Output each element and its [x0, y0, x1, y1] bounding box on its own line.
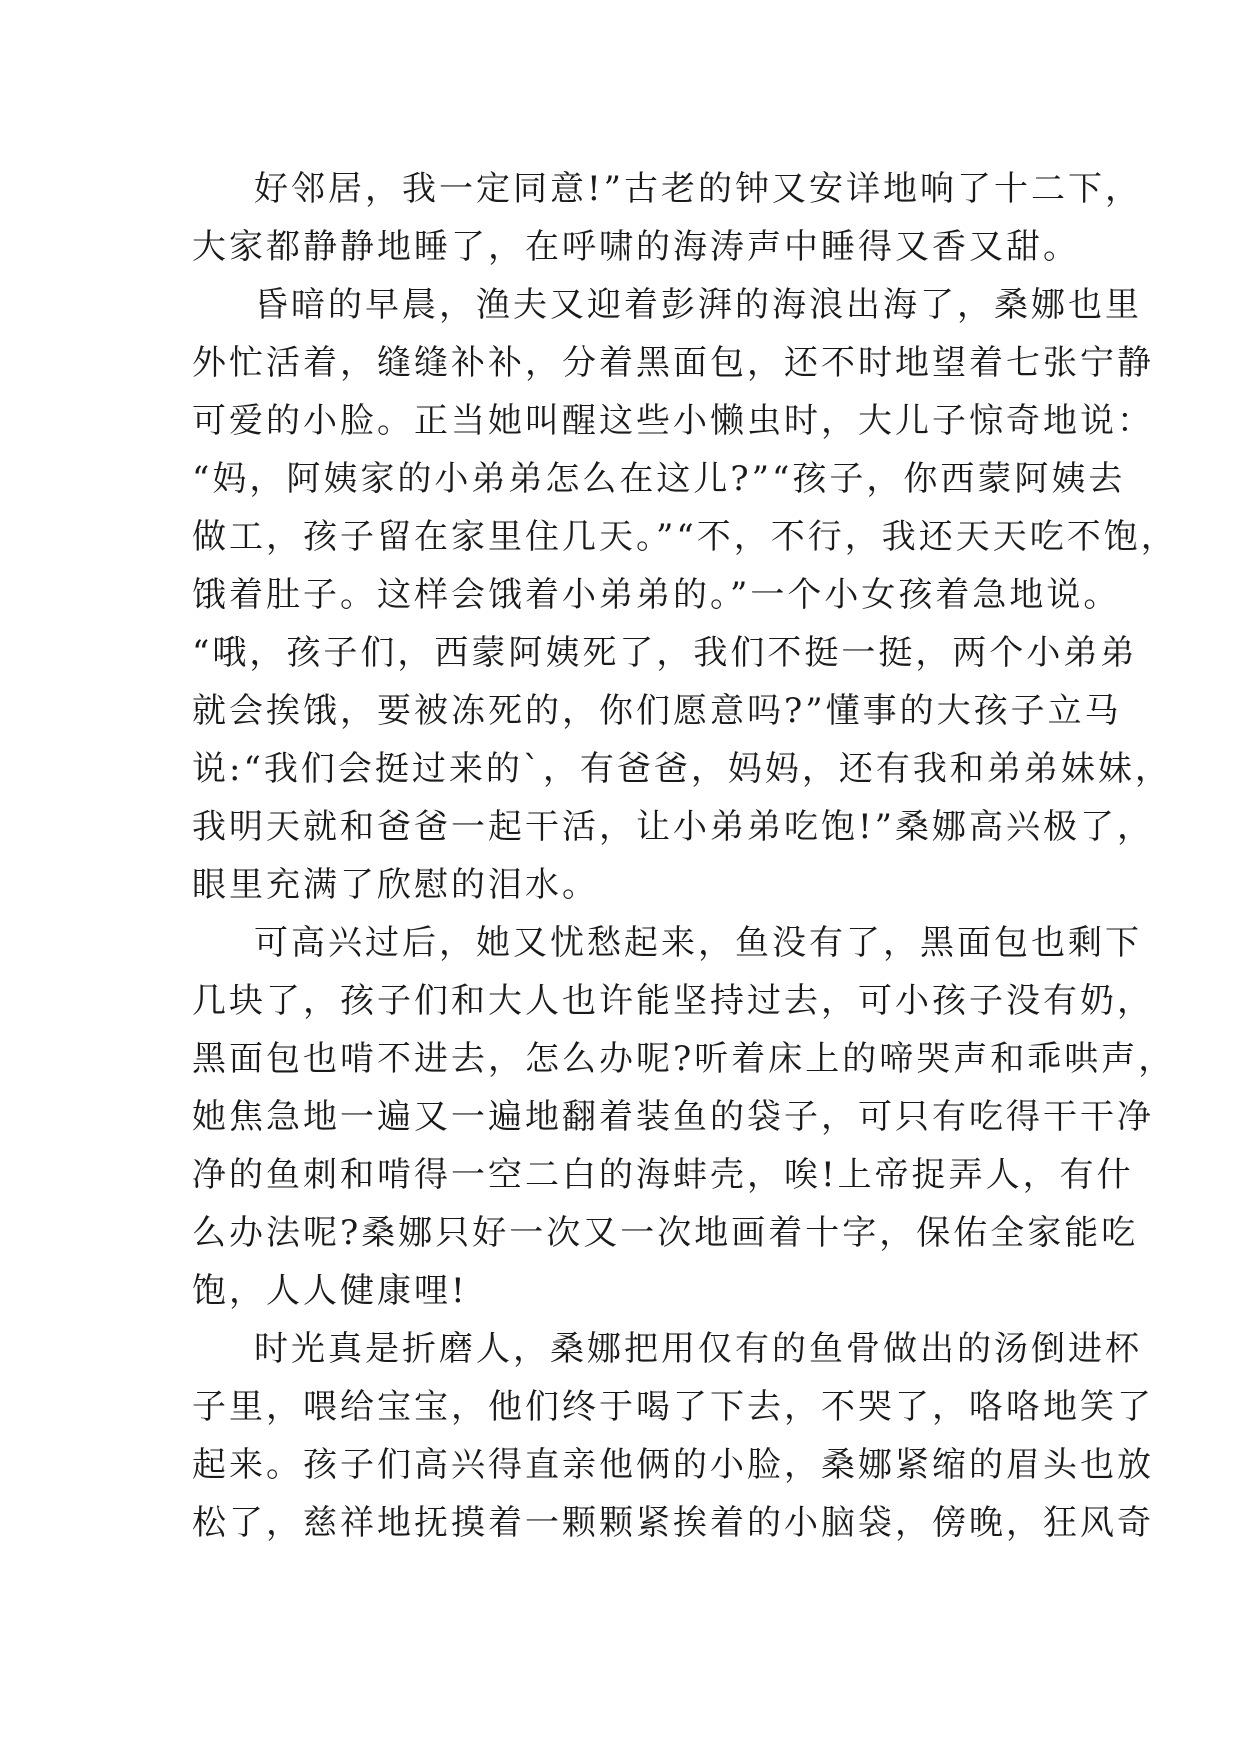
- text-line: 子里，喂给宝宝，他们终于喝了下去，不哭了，咯咯地笑了: [192, 1387, 1154, 1427]
- text-line: 么办法呢?桑娜只好一次又一次地画着十字，保佑全家能吃: [192, 1213, 1139, 1253]
- text-line: “哦，孩子们，西蒙阿姨死了，我们不挺一挺，两个小弟弟: [192, 633, 1138, 673]
- text-line: 就会挨饿，要被冻死的，你们愿意吗?”懂事的大孩子立马: [192, 691, 1122, 731]
- paragraph-4: [192, 1320, 1154, 1552]
- body-text: [192, 160, 1178, 1552]
- text-line: 净的鱼刺和啃得一空二白的海蚌壳，唉!上帝捉弄人，有什: [192, 1155, 1134, 1195]
- text-line: 我明天就和爸爸一起干活，让小弟弟吃饱!”桑娜高兴极了，: [192, 807, 1155, 847]
- paragraph-3: [192, 914, 1176, 1320]
- text-line: 饱，人人健康哩!: [192, 1271, 468, 1311]
- paragraph-2: [192, 276, 1178, 914]
- paragraph-1: [192, 160, 1143, 276]
- text-line: 黑面包也啃不进去，怎么办呢?听着床上的啼哭声和乖哄声，: [192, 1039, 1176, 1079]
- text-line: 松了，慈祥地抚摸着一颗颗紧挨着的小脑袋，傍晚，狂风奇: [192, 1503, 1154, 1543]
- text-line: 大家都静静地睡了，在呼啸的海涛声中睡得又香又甜。: [192, 227, 1080, 267]
- text-line: 饿着肚子。这样会饿着小弟弟的。”一个小女孩着急地说。: [192, 575, 1121, 615]
- text-line: 说:“我们会挺过来的`，有爸爸，妈妈，还有我和弟弟妹妹，: [192, 749, 1172, 789]
- text-line: 时光真是折磨人，桑娜把用仅有的鱼骨做出的汤倒进杯: [254, 1329, 1142, 1369]
- text-line: 可高兴过后，她又忧愁起来，鱼没有了，黑面包也剩下: [254, 923, 1142, 963]
- text-line: 好邻居，我一定同意!”古老的钟又安详地响了十二下，: [254, 169, 1143, 209]
- text-line: 起来。孩子们高兴得直亲他俩的小脸，桑娜紧缩的眉头也放: [192, 1445, 1154, 1485]
- text-line: 眼里充满了欣慰的泪水。: [192, 865, 599, 905]
- text-line: 她焦急地一遍又一遍地翻着装鱼的袋子，可只有吃得干干净: [192, 1097, 1154, 1137]
- text-line: 昏暗的早晨，渔夫又迎着彭湃的海浪出海了，桑娜也里: [254, 285, 1142, 325]
- text-line: 可爱的小脸。正当她叫醒这些小懒虫时，大儿子惊奇地说：: [192, 401, 1154, 441]
- text-line: “妈，阿姨家的小弟弟怎么在这儿?”“孩子，你西蒙阿姨去: [192, 459, 1126, 499]
- text-line: 几块了，孩子们和大人也许能坚持过去，可小孩子没有奶，: [192, 981, 1154, 1021]
- text-line: 做工，孩子留在家里住几天。”“不，不行，我还天天吃不饱，: [192, 517, 1178, 557]
- text-line: 外忙活着，缝缝补补，分着黑面包，还不时地望着七张宁静: [192, 343, 1154, 383]
